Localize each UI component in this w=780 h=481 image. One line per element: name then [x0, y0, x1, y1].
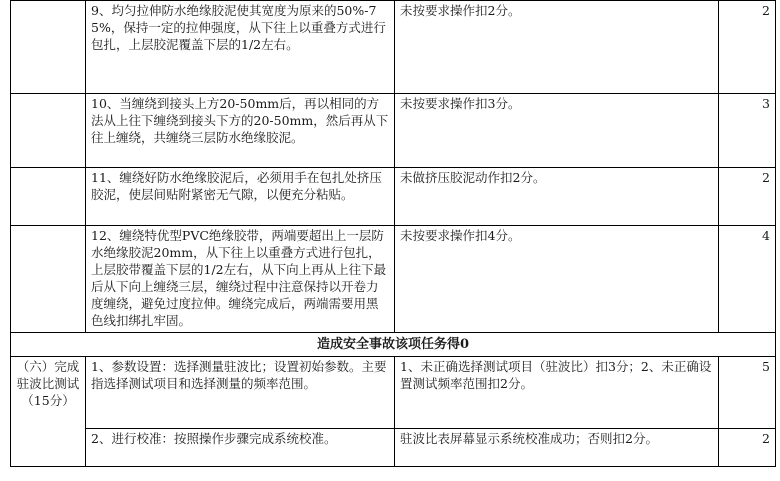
- content-cell: 10、当缠绕到接头上方20-50mm后，再以相同的方法从上往下缠绕到接头下方的20-50mm，然后再从下往上缠绕，共缠绕三层防水绝缘胶泥。: [86, 94, 395, 168]
- task6-step-label: （六）完成驻波比测试（15分）: [16, 359, 80, 408]
- table-row: [11, 333, 776, 357]
- criteria-cell: 1、未正确选择测试项目（驻波比）扣3分；2、未正确设置测试频率范围扣2分。: [395, 357, 719, 429]
- accident-note: 造成安全事故该项任务得0: [11, 333, 776, 357]
- criteria-cell: 未按要求操作扣2分。: [395, 1, 719, 94]
- table-row: [11, 1, 776, 94]
- score-cell: 2: [719, 1, 776, 94]
- table-row: [11, 226, 776, 333]
- task6-step-cell: [11, 357, 86, 467]
- criteria-cell: 未按要求操作扣4分。: [395, 226, 719, 333]
- criteria-cell: 未做挤压胶泥动作扣2分。: [395, 168, 719, 226]
- table-row: [11, 168, 776, 226]
- criteria-cell: 驻波比表屏幕显示系统校准成功；否则扣2分。: [395, 429, 719, 467]
- score-cell: 4: [719, 226, 776, 333]
- step-cell: [11, 168, 86, 226]
- table-row: [11, 94, 776, 168]
- content-cell: 2、进行校准：按照操作步骤完成系统校准。: [86, 429, 395, 467]
- score-cell: 5: [719, 357, 776, 429]
- step-cell: [11, 226, 86, 333]
- content-cell: 1、参数设置：选择测量驻波比；设置初始参数。主要指选择测试项目和选择测量的频率范围。: [86, 357, 395, 429]
- score-cell: 2: [719, 429, 776, 467]
- score-cell: 2: [719, 168, 776, 226]
- step-cell: [11, 1, 86, 94]
- content-cell: 12、缠绕特优型PVC绝缘胶带，两端要超出上一层防水绝缘胶泥20mm，从下往上以重叠方式进行包扎，上层胶带覆盖下层的1/2左右，从下向上再从上往下最后从下向上缠绕三层，缠绕过程中注意保持以开卷力度缠绕，避免过度拉伸。缠绕完成后，两端需要用黑色线扣绑扎牢固。: [86, 226, 395, 333]
- content-cell: 9、均匀拉伸防水绝缘胶泥使其宽度为原来的50%-75%，保持一定的拉伸强度，从下往上以重叠方式进行包扎，上层胶泥覆盖下层的1/2左右。: [86, 1, 395, 94]
- score-cell: 3: [719, 94, 776, 168]
- table-row: [11, 357, 776, 429]
- scoring-table-page: [10, 0, 774, 467]
- criteria-cell: 未按要求操作扣3分。: [395, 94, 719, 168]
- step-cell: [11, 94, 86, 168]
- table-row: [11, 429, 776, 467]
- content-cell: 11、缠绕好防水绝缘胶泥后，必须用手在包扎处挤压胶泥，使层间贴附紧密无气隙，以便充分粘贴。: [86, 168, 395, 226]
- scoring-table: [10, 0, 776, 467]
